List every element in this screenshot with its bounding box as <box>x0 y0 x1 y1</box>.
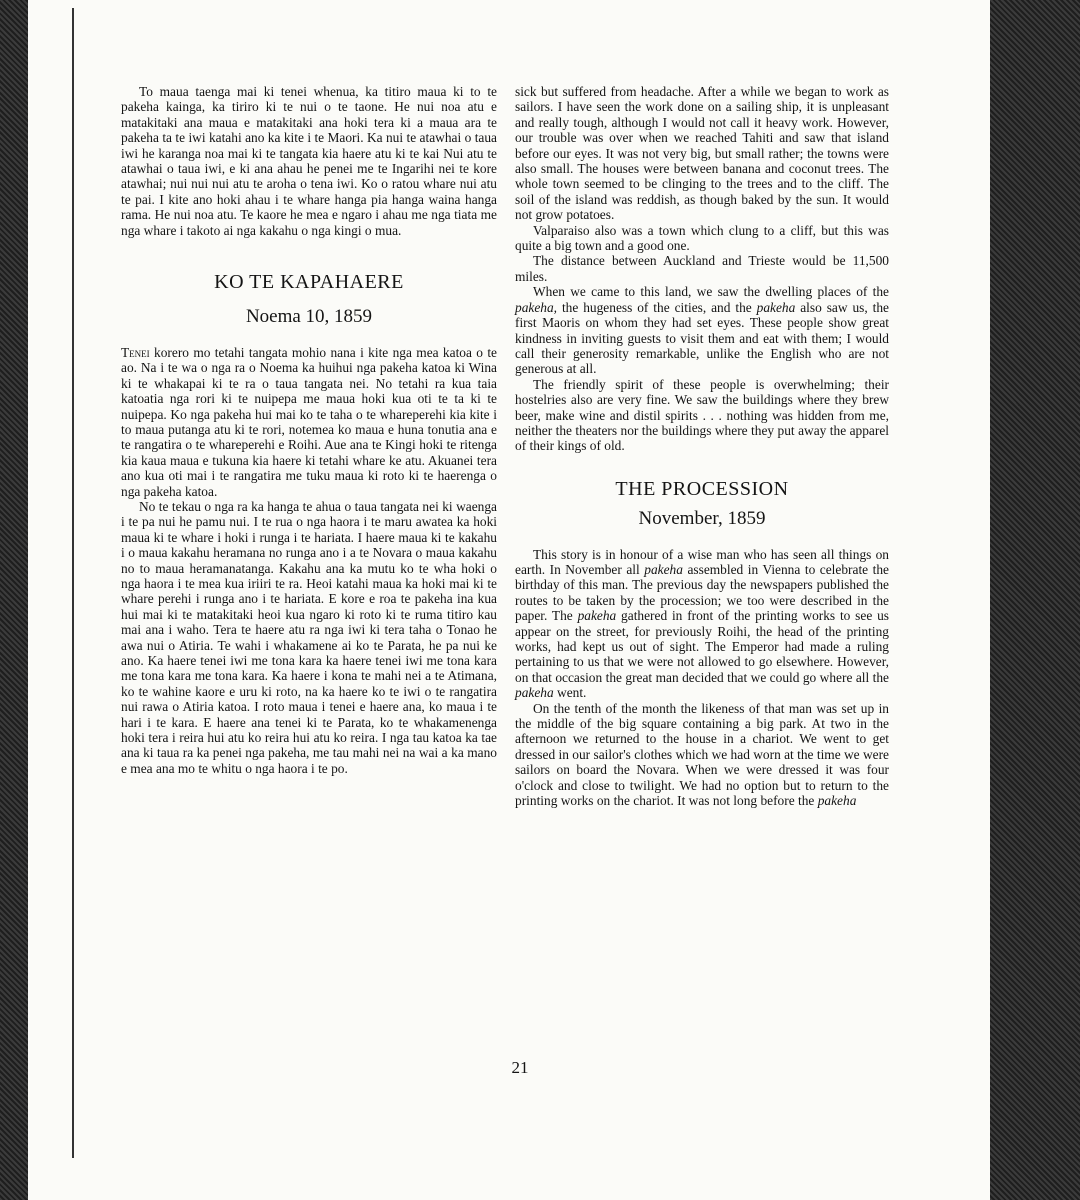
paragraph-4-english: When we came to this land, we saw the dwelling places of the pakeha, the hugeness of the cities, and the pakeha also saw us, the first Maoris on whom they had set eyes. These people show great kindness in inviting guests to visit them and eat with them; I would call their generosity remarkable, unlike the English who are not generous at all. <box>515 284 889 377</box>
page-number: 21 <box>511 1058 529 1077</box>
paragraph-3-english: The distance between Auckland and Trieste would be 11,500 miles. <box>515 253 889 284</box>
paragraph-2-english: Valparaiso also was a town which clung to a cliff, but this was quite a big town and a good one. <box>515 222 889 254</box>
paragraph-7-english: On the tenth of the month the likeness of that man was set up in the middle of the big square containing a big park. At two in the afternoon we returned to the house in a chariot. We went to get dressed in our sailor's clothes which we had worn at the time we were sailors on board the Novara. When we were dressed it was four o'clock and close to twilight. We had no option but to return to the printing works on the chariot. It was not long before the pakeha <box>515 700 889 809</box>
section-heading-english: THE PROCESSION <box>615 477 789 500</box>
intro-paragraph: To maua taenga mai ki tenei whenua, ka titiro maua ki to te pakeha kainga, ka tiriro ki te nui o te taone. He nui noa atu e matakitaki ana maua e matakitaki ana hoki tera ki a maua ara te pakeha ta te iwi katahi ano ka kite i te Maori. Ka nui te atawhai o taua iwi he karanga noa mai ki te tangata kia haere atu ki te kai Nui atu te atawhai o taua iwi, e ki ana ahau he penei me te Ingarihi nei te kore atawhai; nui nui nui atu te aroha o tena iwi. Ko o ratou whare nui atu te pai. I kite ano hoki ahau i te whare hanga pia hanga waina hanga rama. He nui noa atu. Te kaore he mea e ngaro i ahau me nga tiata me nga whare i takoto ai nga kakahu o nga kingi o mua. <box>121 84 497 238</box>
right-column-english <box>515 84 889 808</box>
paragraph-1-english: sick but suffered from headache. After a while we began to work as sailors. I have seen the work done on a sailing ship, it is unpleasant and really tough, although I would not call it heavy work. However, our trouble was over when we reached Tahiti and saw that island before our eyes. It was not very big, but small rather; the towns were also small. The houses were between banana and coconut trees. The whole town seemed to be clinging to the trees and to the cliff. The soil of the island was reddish, as though baked by the sun. It would not grow potatoes. <box>515 84 889 223</box>
paragraph-2-maori: No te tekau o nga ra ka hanga te ahua o taua tangata nei ki waenga i te pa nui he pamu nui. I te rua o nga haora i te maru awatea ka hoki maua ki te whare i hoki i runga i te hariata. I haere maua ki te kakahu i o maua kakahu heramana no runga ano i a te Novara o maua kakahu no to maua heramanatanga. Kakahu ana ka mutu ko te wha hoki o nga haora i te mea kua iriiri te ra. Heoi katahi maua ka hoki mai ki te whare perehi i runga ano i te hariata. E kore e roa te pakeha ina kua hui mai ki te matakitaki heoi kua ngaro ki roto ki te ruma titiro kau mai ana i waho. Tera te haere atu ra nga iwi ki tera taha o Tonao he awa nui o Atiria. Te wahi i whakamene ai ko te Parata, he pa nui ke ano. Ka haere tenei iwi me tona kara ka haere tenei iwi me tona kara me tona kara me tona kara. Ka haere i kona te mahi nei a te Atimana, ko te wahine kaore e uru ki roto, na ka haere ko te iwi o te rangatira nui rawa o Atiria katoa. I roto maua i tenei e haere ana, ko maua i te hari i te kara. E haere ana tenei ki te Parata, ko te whakamenenga hoki tera i reira hui atu ko reira hui atu ko reira. I nga tau katoa ka tae ana ki taua ra ka penei nga pakeha, me tau mahi nei na wai a ka mano e mea ana mo te whitu o nga haora i te po. <box>121 498 497 776</box>
section-heading-maori: KO TE KAPAHAERE <box>214 271 404 294</box>
section-date-maori: Noema 10, 1859 <box>245 306 373 328</box>
binding-edge <box>72 8 74 1158</box>
drop-word: Tenei <box>121 344 150 360</box>
section-date-english: November, 1859 <box>638 508 766 530</box>
left-column-maori <box>121 84 497 776</box>
paragraph-6-english: This story is in honour of a wise man who has seen all things on earth. In November all pakeha assembled in Vienna to celebrate the birthday of this man. The previous day the newspapers published the routes to be taken by the procession; we too were described in the paper. The pakeha gathered in front of the printing works to see us appear on the street, for previously Roihi, the head of the printing works, had kept us out of sight. The Emperor had made a ruling pertaining to us that we were not allowed to go elsewhere. However, on that occasion the great man decided that we could go where all the pakeha went. <box>515 546 889 701</box>
paragraph-1-maori: Tenei korero mo tetahi tangata mohio nana i kite nga mea katoa o te ao. Na i te wa o nga ra o Noema ka huihui nga pakeha katoa ki Wina ki te whakapai ki te ra o taua tangata nei. No tetahi ra kua taia katoatia nga rori ki te nuipepa me maua hoki kua oti te ta ki te nuipepa. Ko nga pakeha hui mai ko te taha o te whareperehi kia kite i to maua putanga atu ki te rori, notemea ko maua e huna tonutia ana e te rangatira o te whareperehi e Roihi. Aue ana te Kingi hoki te ritenga kia kaua maua e tukuna kia haere ki tetahi whare ke atu. Akuanei tera ano kua oti mai i te rangatira me tuku maua ki roto ki te haerenga o nga pakeha katoa. <box>121 344 497 499</box>
paragraph-5-english: The friendly spirit of these people is overwhelming; their hostelries also are very fine. We saw the buildings where they brew beer, make wine and distil spirits . . . nothing was hidden from me, neither the theaters nor the buildings where they put away the apparel of their kings of old. <box>515 376 889 454</box>
